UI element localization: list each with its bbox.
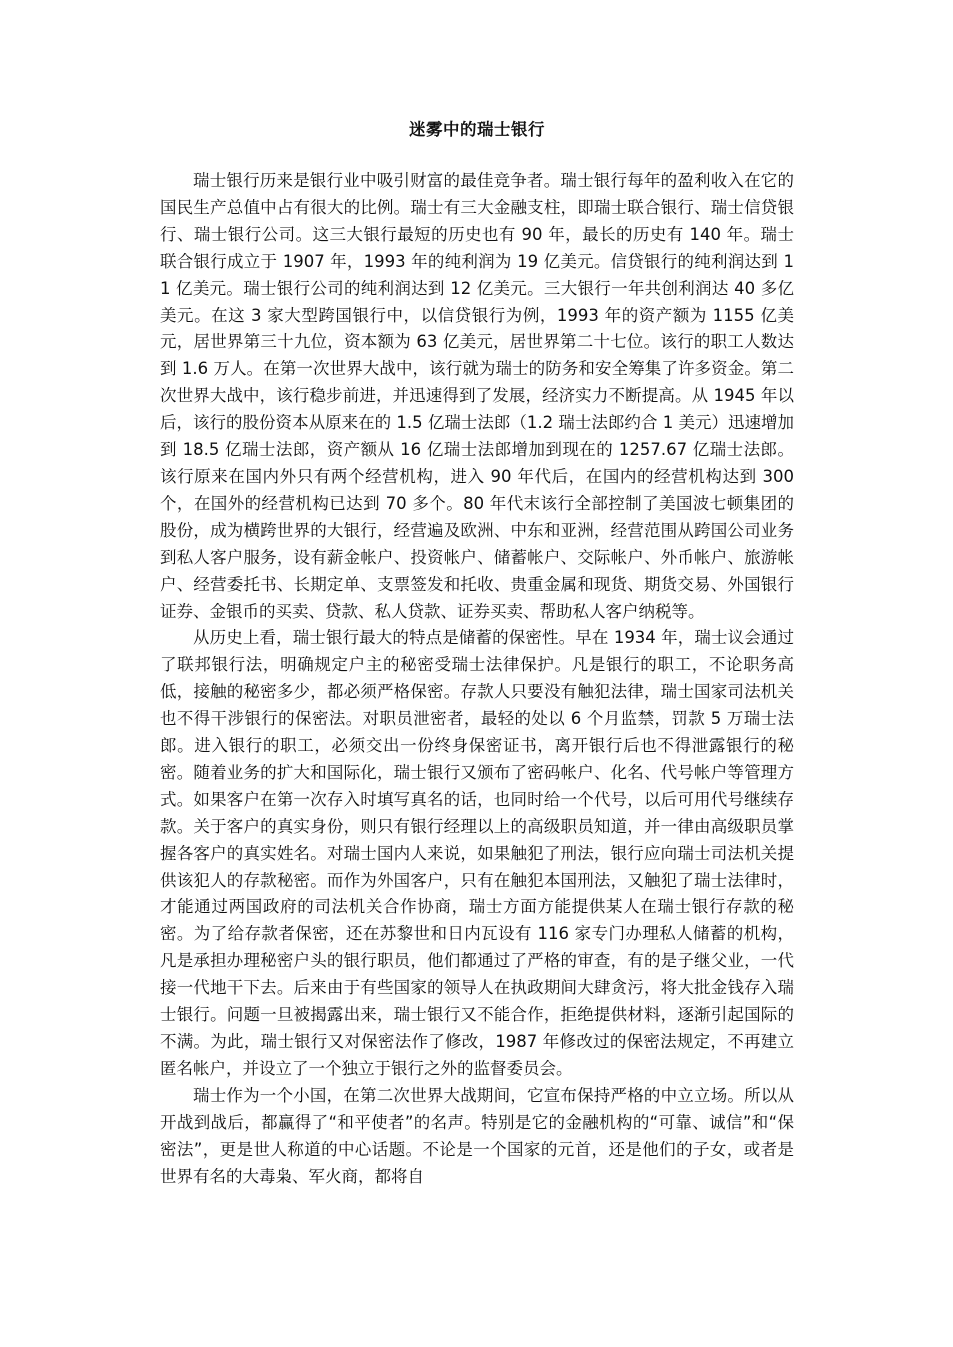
paragraph-2: 从历史上看，瑞士银行最大的特点是储蓄的保密性。早在 1934 年，瑞士议会通过了联邦银行法，明确规定户主的秘密受瑞士法律保护。凡是银行的职工，不论职务高低，接触的秘密多少，都必须严格保密。存款人只要没有触犯法律，瑞士国家司法机关也不得干涉银行的保密法。对职员泄密者，最轻的处以 6 个月监禁，罚款 5 万瑞士法郎。进入银行的职工，必须交出一份终身保密证书，离开银行后也不得泄露银行的秘密。随着业务的扩大和国际化，瑞士银行又颁布了密码帐户、化名、代号帐户等管理方式。如果客户在第一次存入时填写真名的话，也同时给一个代号，以后可用代号继续存款。关于客户的真实身份，则只有银行经理以上的高级职员知道，并一律由高级职员掌握各客户的真实姓名。对瑞士国内人来说，如果触犯了刑法，银行应向瑞士司法机关提供该犯人的存款秘密。而作为外国客户，只有在触犯本国刑法，又触犯了瑞士法律时，才能通过两国政府的司法机关合作协商，瑞士方面方能提供某人在瑞士银行存款的秘密。为了给存款者保密，还在苏黎世和日内瓦设有 116 家专门办理私人储蓄的机构，凡是承担办理秘密户头的银行职员，他们都通过了严格的审查，有的是子继父业，一代接一代地干下去。后来由于有些国家的领导人在执政期间大肆贪污，将大批金钱存入瑞士银行。问题一旦被揭露出来，瑞士银行又不能合作，拒绝提供材料，逐渐引起国际的不满。为此，瑞士银行又对保密法作了修改，1987 年修改过的保密法规定，不再建立匿名帐户，并设立了一个独立于银行之外的监督委员会。: [160, 628, 794, 1078]
paragraph-3: 瑞士作为一个小国，在第二次世界大战期间，它宣布保持严格的中立立场。所以从开战到战后，都赢得了“和平使者”的名声。特别是它的金融机构的“可靠、诚信”和“保密法”，更是世人称道的中心话题。不论是一个国家的元首，还是他们的子女，或者是世界有名的大毒枭、军火商，都将自: [160, 1085, 794, 1186]
paragraph-1: 瑞士银行历来是银行业中吸引财富的最佳竞争者。瑞士银行每年的盈利收入在它的国民生产总值中占有很大的比例。瑞士有三大金融支柱，即瑞士联合银行、瑞士信贷银行、瑞士银行公司。这三大银行最短的历史也有 90 年，最长的历史有 140 年。瑞士联合银行成立于 1907 年，1993 年的纯利润为 19 亿美元。信贷银行的纯利润达到 11 亿美元。瑞士银行公司的纯利润达到 12 亿美元。三大银行一年共创利润达 40 多亿美元。在这 3 家大型跨国银行中，以信贷银行为例，1993 年的资产额为 1155 亿美元，居世界第三十九位，资本额为 63 亿美元，居世界第二十七位。该行的职工人数达到 1.6 万人。在第一次世界大战中，该行就为瑞士的防务和安全筹集了许多资金。第二次世界大战中，该行稳步前进，并迅速得到了发展，经济实力不断提高。从 1945 年以后，该行的股份资本从原来在的 1.5 亿瑞士法郎（1.2 瑞士法郎约合 1 美元）迅速增加到 18.5 亿瑞士法郎，资产额从 16 亿瑞士法郎增加到现在的 1257.67 亿瑞士法郎。该行原来在国内外只有两个经营机构，进入 90 年代后，在国内的经营机构达到 300 个，在国外的经营机构已达到 70 多个。80 年代末该行全部控制了美国波七顿集团的股份，成为横跨世界的大银行，经营遍及欧洲、中东和亚洲，经营范围从跨国公司业务到私人客户服务，设有薪金帐户、投资帐户、储蓄帐户、交际帐户、外币帐户、旅游帐户、经营委托书、长期定单、支票签发和托收、贵重金属和现货、期货交易、外国银行证券、金银币的买卖、贷款、私人贷款、证券买卖、帮助私人客户纳税等。: [160, 171, 794, 621]
document-title: 迷雾中的瑞士银行: [409, 120, 545, 139]
document-page: [160, 112, 794, 1190]
